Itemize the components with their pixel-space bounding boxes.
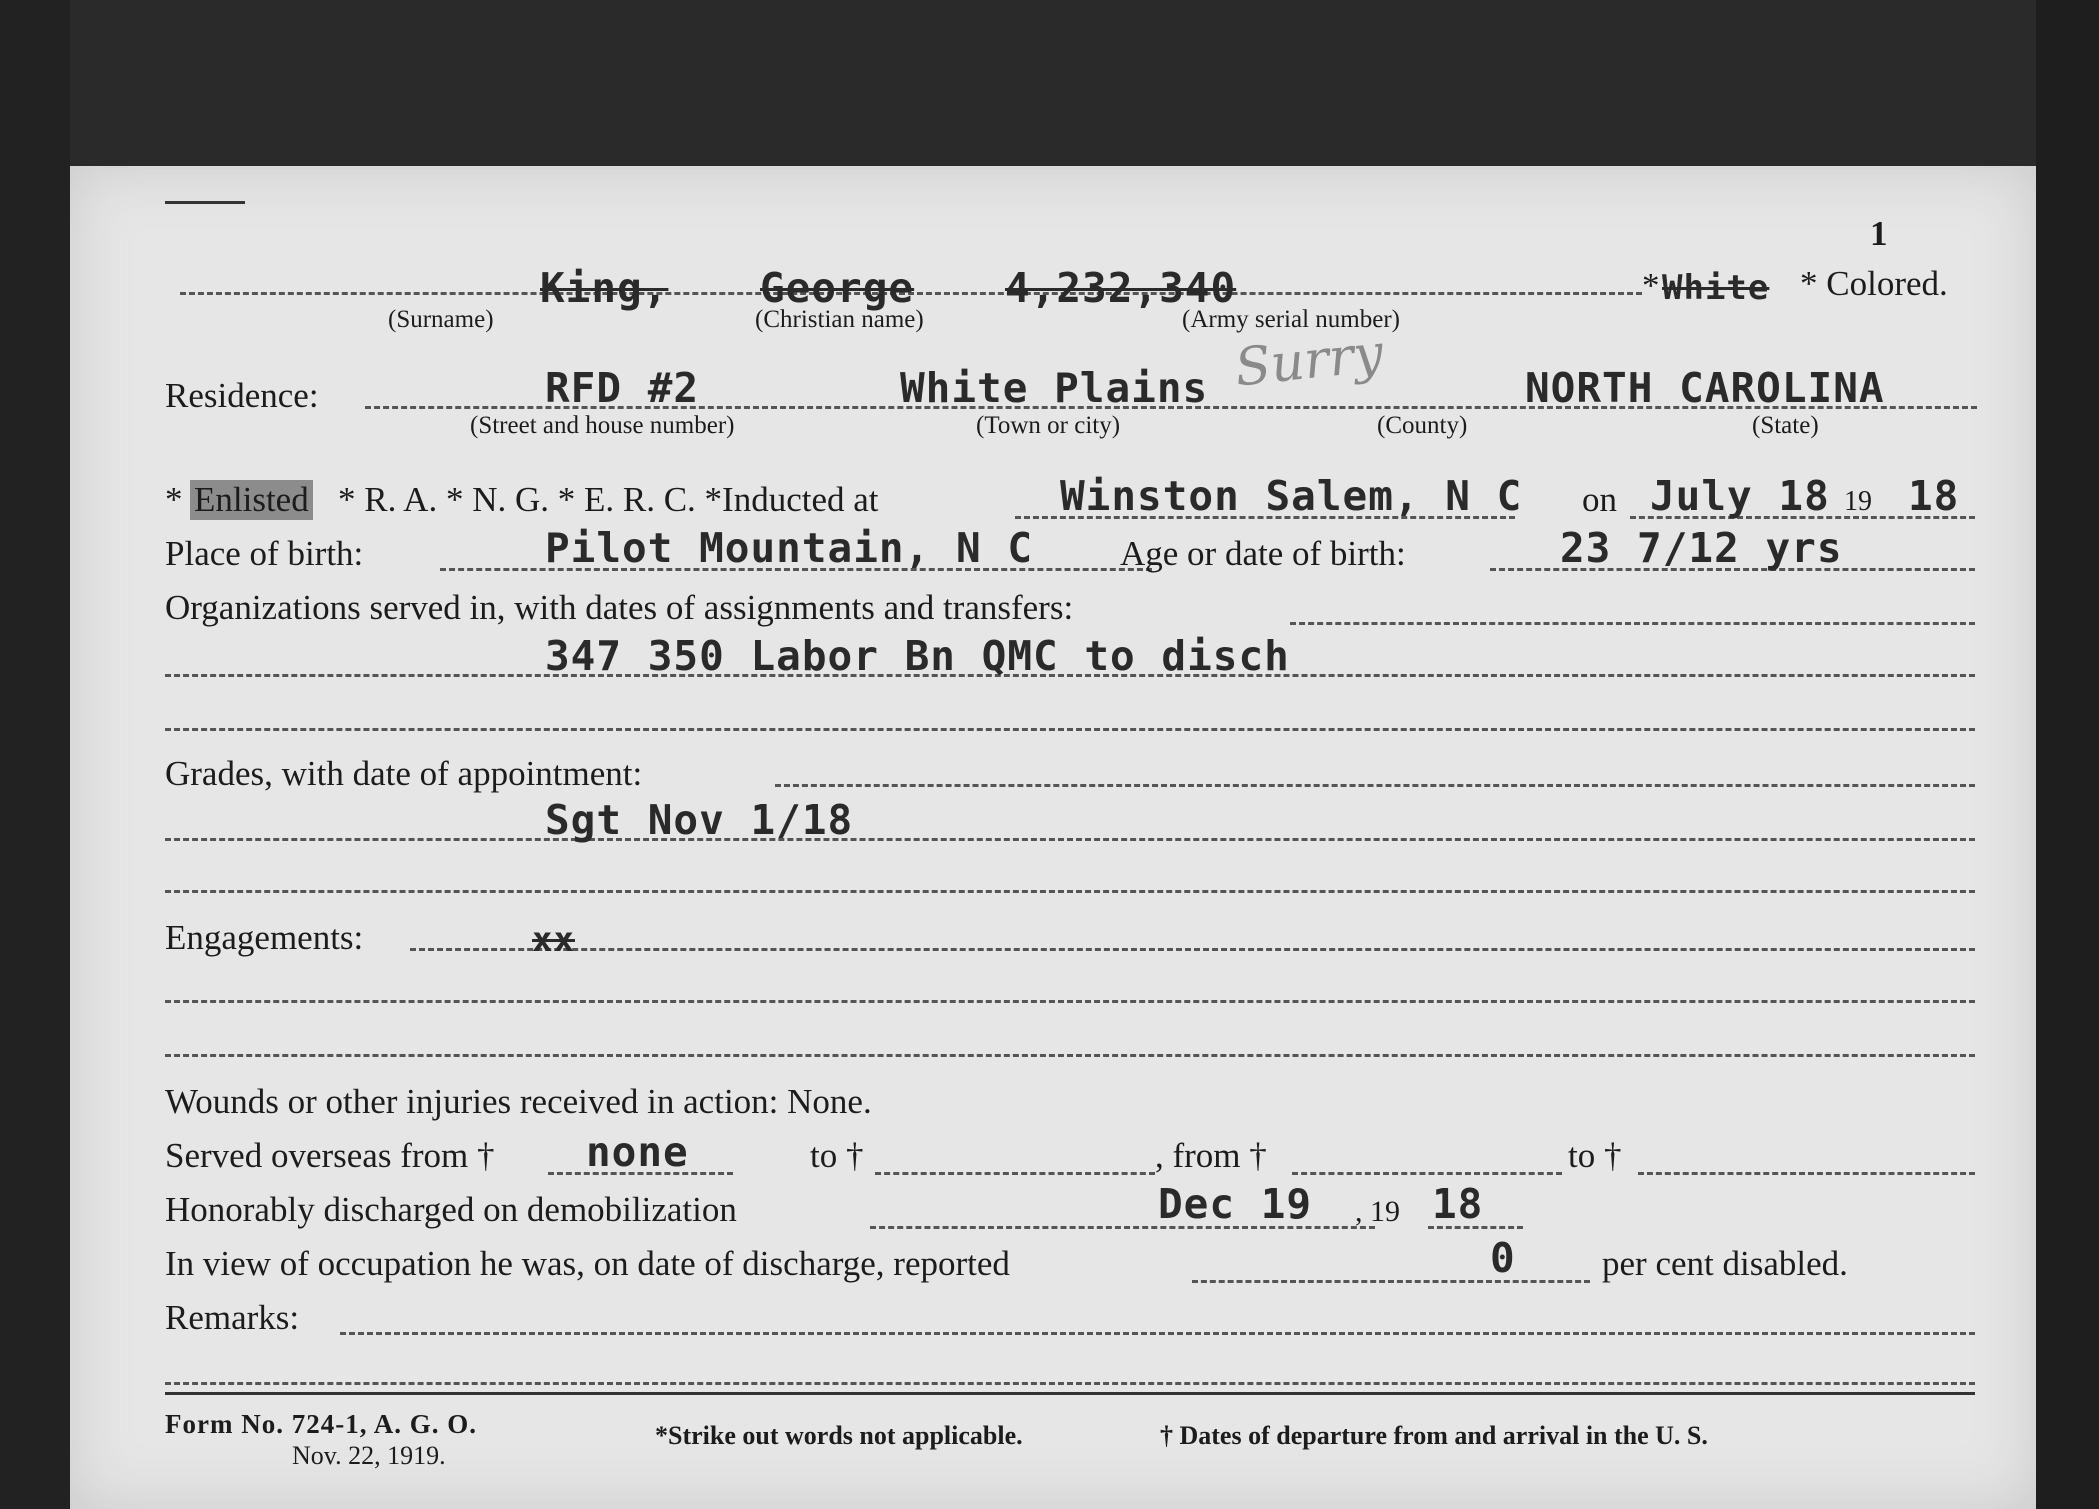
discharge-year-prefix: , 19 xyxy=(1355,1195,1400,1228)
induction-place-value: Winston Salem, N C xyxy=(1060,472,1523,520)
grades-line-3 xyxy=(165,890,1975,893)
state-caption: (State) xyxy=(1752,412,1819,439)
remarks-line-1 xyxy=(340,1332,1975,1335)
page-number: 1 xyxy=(1870,214,1888,253)
overseas-to-label: to † xyxy=(810,1136,864,1175)
organizations-line-1 xyxy=(1290,622,1975,625)
engagements-line-3 xyxy=(165,1054,1975,1057)
christian-name-caption: (Christian name) xyxy=(755,306,924,333)
wounds-label: Wounds or other injuries received in action: None. xyxy=(165,1082,872,1121)
surname-caption: (Surname) xyxy=(388,306,494,333)
induction-on-label: on xyxy=(1582,480,1617,519)
organizations-value: 347 350 Labor Bn QMC to disch xyxy=(545,632,1290,680)
surname-value: King, xyxy=(540,264,669,312)
footnote-asterisk: *Strike out words not applicable. xyxy=(655,1421,1023,1450)
residence-label: Residence: xyxy=(165,376,319,415)
place-of-birth-value: Pilot Mountain, N C xyxy=(545,524,1033,572)
engagements-label: Engagements: xyxy=(165,918,364,957)
disability-line xyxy=(1192,1280,1590,1283)
grades-line-2 xyxy=(165,838,1975,841)
race-white: White xyxy=(1662,268,1770,308)
overseas-from2-label: , from † xyxy=(1155,1136,1267,1175)
grades-line-1 xyxy=(775,784,1975,787)
induction-asterisk: * xyxy=(165,480,183,519)
overseas-from-value: none xyxy=(586,1128,689,1176)
residence-state-value: NORTH CAROLINA xyxy=(1525,364,1885,412)
engagements-value: xx xyxy=(532,920,575,960)
engagements-line-1 xyxy=(410,948,1975,951)
scan-background-right xyxy=(2036,0,2099,1509)
scan-background-top xyxy=(0,0,2099,170)
disability-label: In view of occupation he was, on date of discharge, reported xyxy=(165,1244,1010,1283)
discharge-year-value: 18 xyxy=(1432,1180,1484,1228)
top-left-rule xyxy=(165,201,245,204)
residence-county-value: Surry xyxy=(1232,323,1386,399)
age-label: Age or date of birth: xyxy=(1120,534,1406,573)
footnote-dagger: † Dates of departure from and arrival in the U. S. xyxy=(1160,1421,1708,1450)
scan-background-left xyxy=(0,0,70,1509)
organizations-line-3 xyxy=(165,728,1975,731)
footer-rule xyxy=(165,1392,1975,1395)
christian-name-value: George xyxy=(760,264,915,312)
street-caption: (Street and house number) xyxy=(470,412,735,439)
organizations-label: Organizations served in, with dates of assignments and transfers: xyxy=(165,588,1074,627)
engagements-line-2 xyxy=(165,1000,1975,1003)
race-asterisk: * xyxy=(1642,266,1660,305)
induction-year-value: 18 xyxy=(1908,472,1960,520)
residence-street-value: RFD #2 xyxy=(545,364,700,412)
induction-options: * R. A. * N. G. * E. R. C. *Inducted at xyxy=(338,480,879,519)
race-colored: * Colored. xyxy=(1800,264,1948,303)
induction-date-value: July 18 xyxy=(1650,472,1830,520)
overseas-to2-line xyxy=(1638,1172,1975,1175)
form-date: Nov. 22, 1919. xyxy=(292,1441,446,1470)
serial-number-caption: (Army serial number) xyxy=(1182,306,1400,333)
overseas-from2-line xyxy=(1292,1172,1562,1175)
overseas-to2-label: to † xyxy=(1568,1136,1622,1175)
age-value: 23 7/12 yrs xyxy=(1560,524,1843,572)
county-caption: (County) xyxy=(1377,412,1468,439)
disability-value: 0 xyxy=(1490,1234,1516,1282)
induction-year-prefix: 19 xyxy=(1844,486,1872,517)
service-record-card xyxy=(70,166,2036,1509)
enlisted-option: Enlisted xyxy=(190,480,313,520)
discharge-date-value: Dec 19 xyxy=(1158,1180,1313,1228)
serial-number-value: 4,232,340 xyxy=(1005,264,1237,312)
remarks-line-2 xyxy=(165,1382,1975,1385)
grades-label: Grades, with date of appointment: xyxy=(165,754,643,793)
grades-value: Sgt Nov 1/18 xyxy=(545,796,854,844)
residence-town-value: White Plains xyxy=(900,364,1209,412)
town-caption: (Town or city) xyxy=(976,412,1121,439)
disability-suffix: per cent disabled. xyxy=(1602,1244,1848,1283)
overseas-to-line xyxy=(875,1172,1155,1175)
discharge-label: Honorably discharged on demobilization xyxy=(165,1190,737,1229)
form-number: Form No. 724-1, A. G. O. xyxy=(165,1409,477,1439)
place-of-birth-label: Place of birth: xyxy=(165,534,364,573)
remarks-label: Remarks: xyxy=(165,1298,300,1337)
overseas-from-label: Served overseas from † xyxy=(165,1136,495,1175)
